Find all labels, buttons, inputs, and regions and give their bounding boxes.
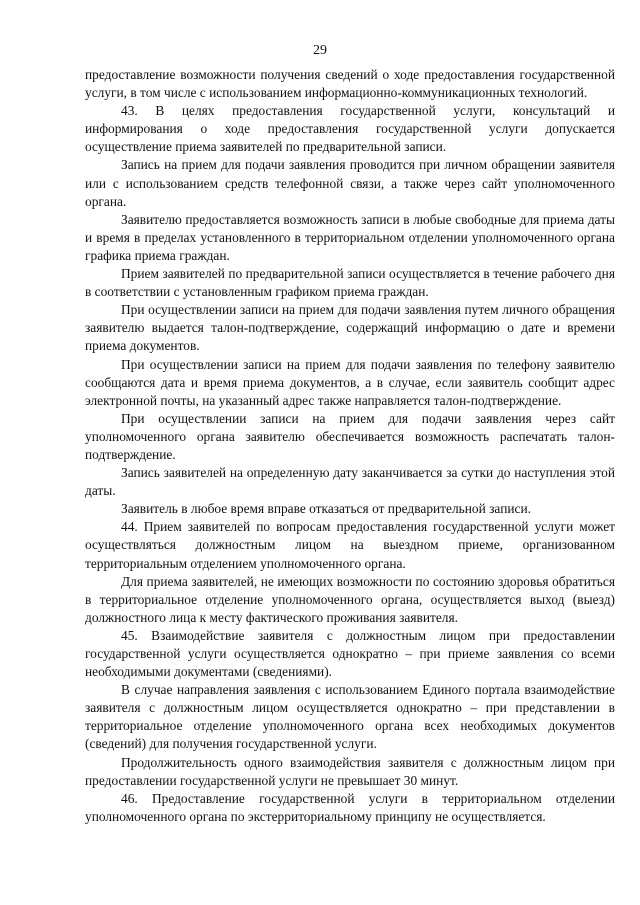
paragraph-43: 43. В целях предоставления государственной услуги, консультаций и информирования о ходе предоставления государственной услуги допускается осуществление приема заявителей по предварительной записи.	[85, 103, 615, 155]
paragraph-44: 44. Прием заявителей по вопросам предоставления государственной услуги может осуществляться должностным лицом на выездном приеме, организованном территориальным отделением уполномоченного органа.	[85, 519, 615, 571]
paragraph-46: 46. Предоставление государственной услуги в территориальном отделении уполномоченного органа по экстерриториальному принципу не осуществляется.	[85, 790, 615, 824]
paragraph-free-slots: Заявителю предоставляется возможность записи в любые свободные для приема даты и время в пределах установленного в территориальном отделении уполномоченного органа графика приема граждан.	[85, 211, 615, 263]
paragraph-continuation: предоставление возможности получения сведений о ходе предоставления государственной услуги, в том числе с использованием информационно-коммуникационных технологий.	[85, 67, 615, 101]
page-number: 29	[313, 43, 327, 58]
paragraph-45: 45. Взаимодействие заявителя с должностным лицом при предоставлении государственной услуги осуществляется однократно – при приеме заявления со всеми необходимыми документами (сведениями).	[85, 627, 615, 680]
paragraph-home-visit: Для приема заявителей, не имеющих возможности по состоянию здоровья обратиться в территориальное отделение уполномоченного органа, осуществляется выход (выезд) должностного лица к месту фактического проживания заявителя.	[85, 573, 615, 625]
paragraph-cancel-booking: Заявитель в любое время вправе отказаться от предварительной записи.	[121, 501, 531, 517]
paragraph-booking-deadline: Запись заявителей на определенную дату заканчивается за сутки до наступления этой даты.	[85, 465, 615, 499]
paragraph-reception-schedule: Прием заявителей по предварительной записи осуществляется в течение рабочего дня в соответствии с установленным графиком приема граждан.	[85, 266, 615, 300]
paragraph-personal-visit: При осуществлении записи на прием для подачи заявления путем личного обращения заявителю выдается талон-подтверждение, содержащий информацию о дате и времени приема документов.	[85, 302, 615, 354]
paragraph-unified-portal: В случае направления заявления с использованием Единого портала взаимодействие заявителя с должностным лицом осуществляется однократно – при представлении в территориальное отделение уполномоченного органа всех необходимых документов (сведений) для получения государственной услуги.	[85, 682, 615, 752]
paragraph-website-booking: При осуществлении записи на прием для подачи заявления через сайт уполномоченного органа заявителю обеспечивается возможность распечатать талон-подтверждение.	[85, 410, 615, 462]
paragraph-interaction-duration: Продолжительность одного взаимодействия заявителя с должностным лицом при предоставлении государственной услуги не превышает 30 минут.	[85, 754, 615, 788]
document-body	[85, 66, 615, 826]
paragraph-phone-booking: При осуществлении записи на прием для подачи заявления по телефону заявителю сообщаются дата и время приема документов, а в случае, если заявитель сообщит адрес электронной почты, на указанный адрес также направляется талон-подтверждение.	[85, 356, 615, 408]
paragraph-appointment-methods: Запись на прием для подачи заявления проводится при личном обращении заявителя или с использованием средств телефонной связи, а также через сайт уполномоченного органа.	[85, 157, 615, 209]
